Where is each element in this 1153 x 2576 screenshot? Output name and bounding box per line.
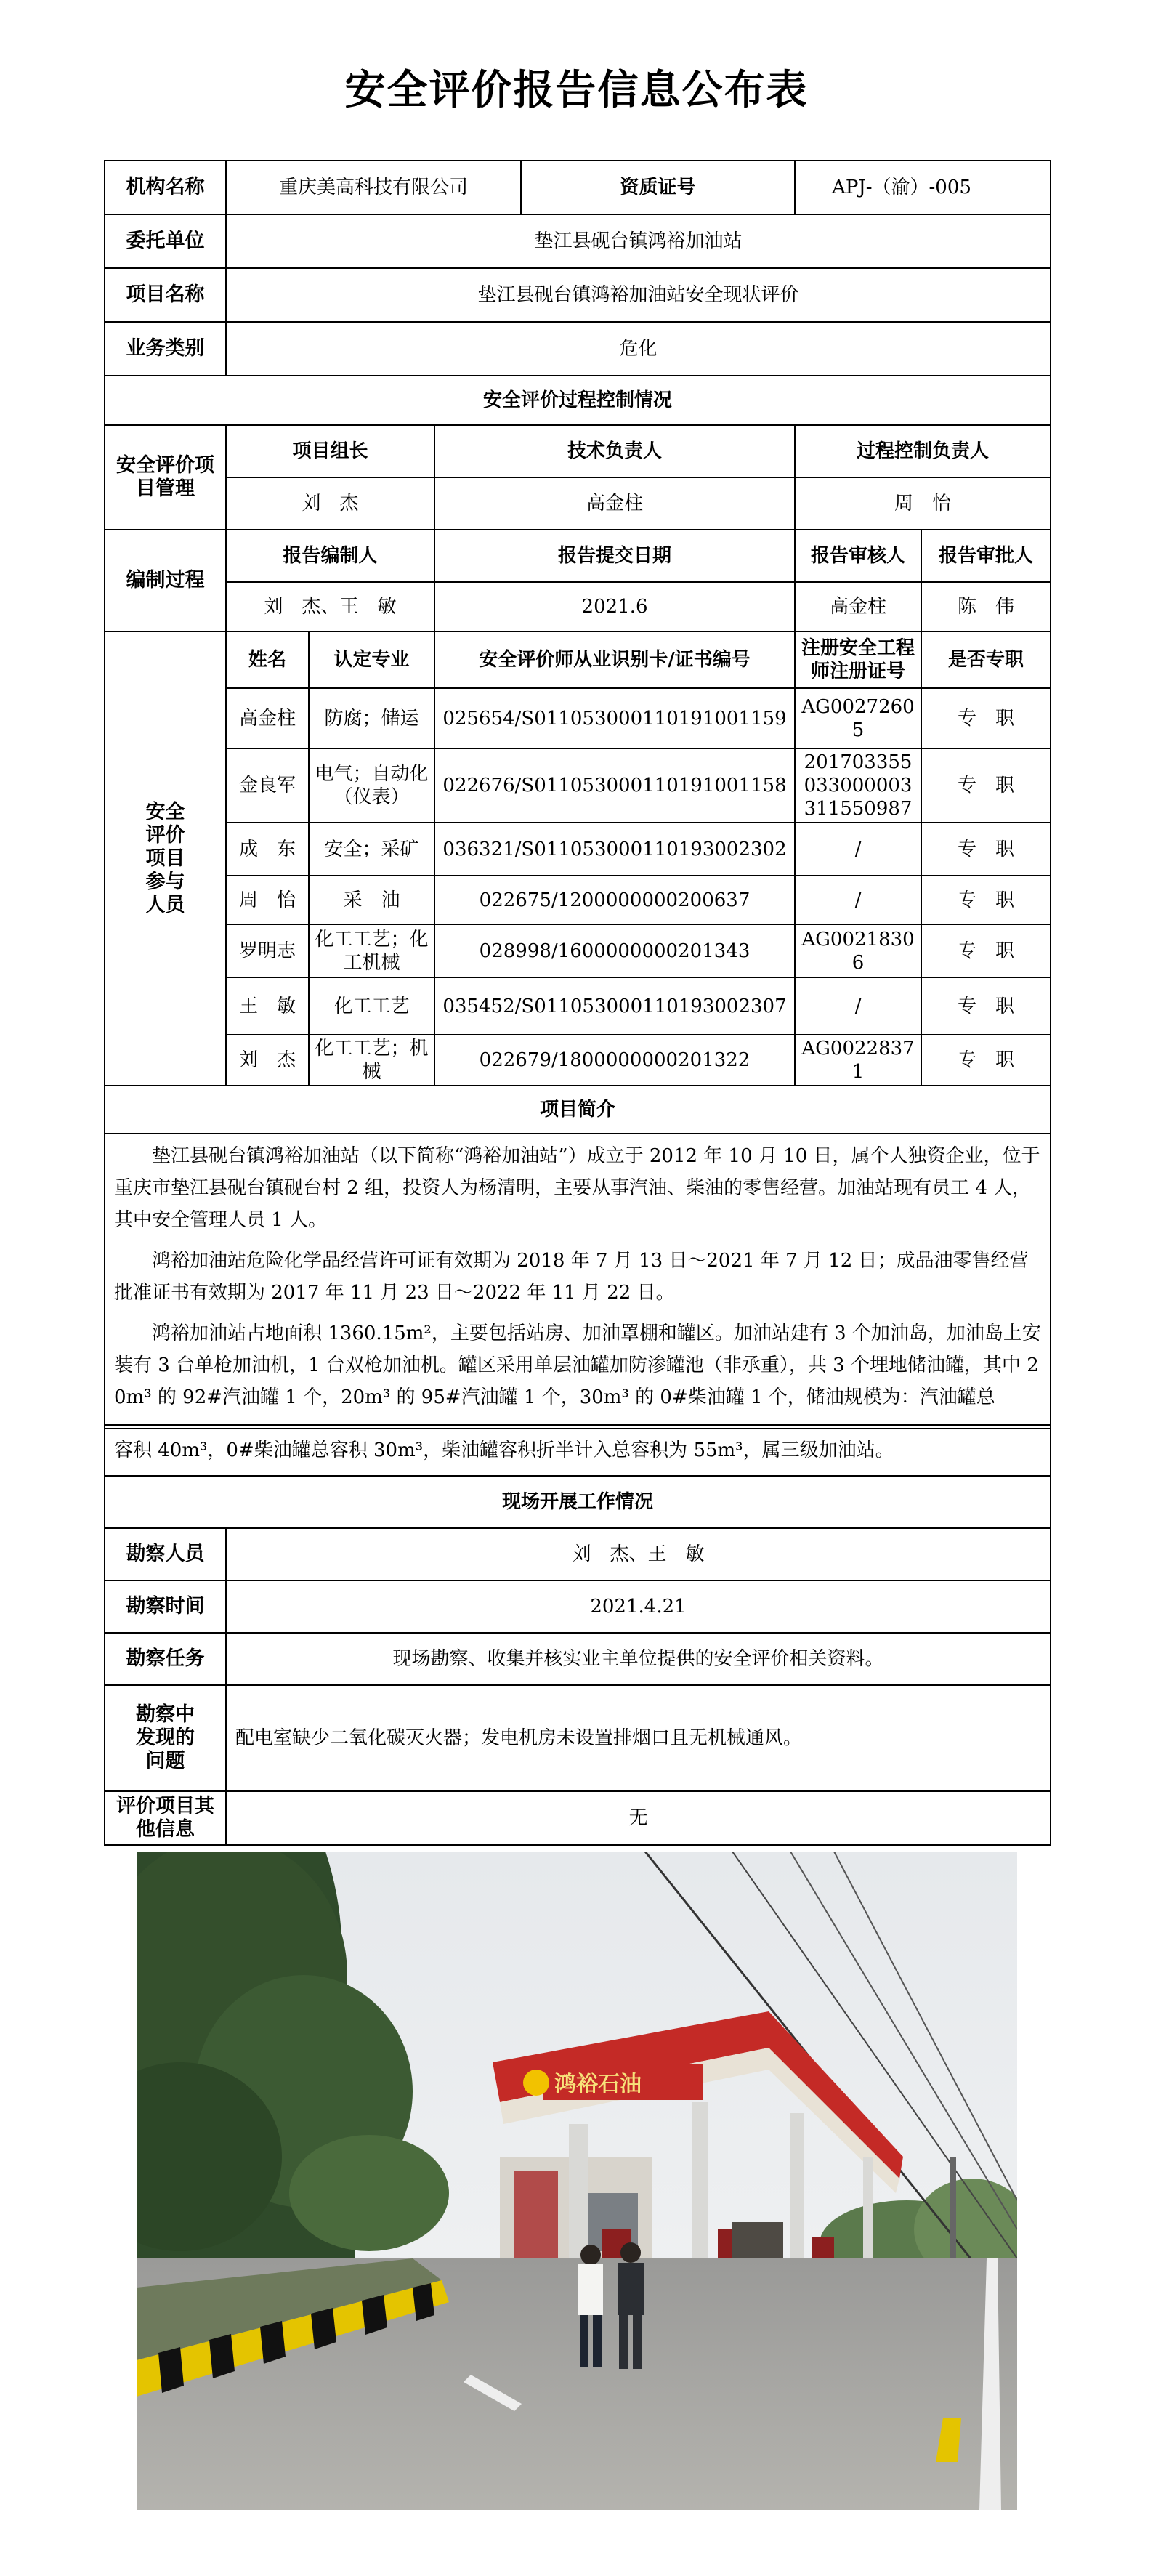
participant-fulltime: 专 职 xyxy=(921,977,1051,1035)
intro-body xyxy=(105,1134,1051,1429)
participant-fulltime: 专 职 xyxy=(921,924,1051,977)
gas-station-photo xyxy=(137,1852,1017,2510)
participants-header-name: 姓名 xyxy=(226,631,309,688)
table-row xyxy=(105,977,1051,1035)
page-title: 安全评价报告信息公布表 xyxy=(344,67,809,114)
business-value: 危化 xyxy=(226,322,1051,376)
mgmt-value-leader: 刘 杰 xyxy=(226,477,434,530)
participant-card: 028998/1600000000201343 xyxy=(434,924,795,977)
cert-number: APJ-（渝）-005 xyxy=(795,161,1051,214)
participant-reg: AG00272605 xyxy=(795,688,921,748)
management-label: 安全评价项目管理 xyxy=(105,425,226,530)
participant-name: 周 怡 xyxy=(226,876,309,924)
intro-paragraph: 容积 40m³，0#柴油罐总容积 30m³，柴油罐容积折半计入总容积为 55m³，属三级加油站。 xyxy=(114,1440,894,1461)
participant-reg: / xyxy=(795,876,921,924)
org-name: 重庆美高科技有限公司 xyxy=(226,161,521,214)
participants-header-fulltime: 是否专职 xyxy=(921,631,1051,688)
site-value-staff: 刘 杰、王 敏 xyxy=(226,1528,1051,1580)
participant-card: 022676/S011053000110191001158 xyxy=(434,748,795,823)
participant-major: 化工工艺；化工机械 xyxy=(309,924,434,977)
intro-header: 项目简介 xyxy=(105,1086,1051,1134)
participant-major: 安全；采矿 xyxy=(309,823,434,876)
participant-name: 金良军 xyxy=(226,748,309,823)
intro-paragraph: 鸿裕加油站占地面积 1360.15m²，主要包括站房、加油罩棚和罐区。加油站建有 3 个加油岛，加油岛上安装有 3 台单枪加油机，1 台双枪加油机。罐区采用单层油罐加防渗罐池（非承重），共 3 个埋地储油罐，其中 20m³ 的 92#汽油罐 1 个，20m³ 的 95#汽油罐 1 个，30m³ 的 0#柴油罐 1 个，储油规模为：汽油罐总 xyxy=(114,1323,1041,1408)
mgmt-header-control: 过程控制负责人 xyxy=(795,425,1051,477)
table-row xyxy=(105,748,1051,823)
mgmt-header-leader: 项目组长 xyxy=(226,425,434,477)
site-value-issues: 配电室缺少二氧化碳灭火器；发电机房未设置排烟口且无机械通风。 xyxy=(226,1685,1051,1791)
participant-name: 王 敏 xyxy=(226,977,309,1035)
cert-label: 资质证号 xyxy=(521,161,795,214)
participants-header-card: 安全评价师从业识别卡/证书编号 xyxy=(434,631,795,688)
compile-header-reviewer: 报告审核人 xyxy=(795,530,921,582)
site-label-other: 评价项目其他信息 xyxy=(105,1791,226,1845)
participant-major: 防腐；储运 xyxy=(309,688,434,748)
business-label: 业务类别 xyxy=(105,322,226,376)
compile-value-date: 2021.6 xyxy=(434,582,795,631)
site-header: 现场开展工作情况 xyxy=(105,1476,1051,1528)
site-label-task: 勘察任务 xyxy=(105,1633,226,1685)
participants-header-major: 认定专业 xyxy=(309,631,434,688)
participant-fulltime: 专 职 xyxy=(921,876,1051,924)
compile-label: 编制过程 xyxy=(105,530,226,631)
site-photo xyxy=(137,1852,1017,2510)
participant-card: 025654/S011053000110191001159 xyxy=(434,688,795,748)
participant-reg: AG00218306 xyxy=(795,924,921,977)
client-label: 委托单位 xyxy=(105,214,226,268)
participant-card: 022675/1200000000200637 xyxy=(434,876,795,924)
table-row xyxy=(105,924,1051,977)
participants-label: 安全评价项目参与人员 xyxy=(105,631,226,1086)
compile-header-approver: 报告审批人 xyxy=(921,530,1051,582)
compile-value-approver: 陈 伟 xyxy=(921,582,1051,631)
client-value: 垫江县砚台镇鸿裕加油站 xyxy=(226,214,1051,268)
participant-card: 036321/S011053000110193002302 xyxy=(434,823,795,876)
process-header: 安全评价过程控制情况 xyxy=(105,376,1051,425)
site-value-time: 2021.4.21 xyxy=(226,1580,1051,1633)
participant-name: 刘 杰 xyxy=(226,1035,309,1086)
table-row xyxy=(105,823,1051,876)
site-label-issues: 勘察中发现的问题 xyxy=(105,1685,226,1791)
participant-reg: / xyxy=(795,823,921,876)
participants-header-reg: 注册安全工程师注册证号 xyxy=(795,631,921,688)
intro-paragraph: 垫江县砚台镇鸿裕加油站（以下简称“鸿裕加油站”）成立于 2012 年 10 月 10 日，属个人独资企业，位于重庆市垫江县砚台镇砚台村 2 组，投资人为杨清明，主要从事汽油、柴油的零售经营。加油站现有员工 4 人，其中安全管理人员 1 人。 xyxy=(114,1145,1040,1231)
site-value-other: 无 xyxy=(226,1791,1051,1845)
site-label-staff: 勘察人员 xyxy=(105,1528,226,1580)
info-table-continued xyxy=(104,1424,1051,1846)
canopy-sign-text: 鸿裕石油 xyxy=(554,2072,642,2097)
participant-reg: / xyxy=(795,977,921,1035)
project-label: 项目名称 xyxy=(105,268,226,322)
intro-continued xyxy=(105,1425,1051,1476)
org-name-label: 机构名称 xyxy=(105,161,226,214)
compile-value-author: 刘 杰、王 敏 xyxy=(226,582,434,631)
site-value-task: 现场勘察、收集并核实业主单位提供的安全评价相关资料。 xyxy=(226,1633,1051,1685)
participant-major: 化工工艺；机械 xyxy=(309,1035,434,1086)
table-row xyxy=(105,688,1051,748)
participant-name: 高金柱 xyxy=(226,688,309,748)
participant-major: 采 油 xyxy=(309,876,434,924)
mgmt-header-tech: 技术负责人 xyxy=(434,425,795,477)
info-table-main xyxy=(104,160,1051,1429)
compile-value-reviewer: 高金柱 xyxy=(795,582,921,631)
mgmt-value-control: 周 怡 xyxy=(795,477,1051,530)
site-label-time: 勘察时间 xyxy=(105,1580,226,1633)
participant-fulltime: 专 职 xyxy=(921,1035,1051,1086)
participant-card: 035452/S011053000110193002307 xyxy=(434,977,795,1035)
participant-major: 化工工艺 xyxy=(309,977,434,1035)
intro-paragraph: 鸿裕加油站危险化学品经营许可证有效期为 2018 年 7 月 13 日～2021 年 7 月 12 日；成品油零售经营批准证书有效期为 2017 年 11 月 23 日～2022 年 11 月 22 日。 xyxy=(114,1250,1029,1304)
participant-fulltime: 专 职 xyxy=(921,748,1051,823)
participant-card: 022679/1800000000201322 xyxy=(434,1035,795,1086)
participant-major: 电气；自动化（仪表） xyxy=(309,748,434,823)
participant-name: 罗明志 xyxy=(226,924,309,977)
participant-reg: AG00228371 xyxy=(795,1035,921,1086)
compile-header-date: 报告提交日期 xyxy=(434,530,795,582)
project-value: 垫江县砚台镇鸿裕加油站安全现状评价 xyxy=(226,268,1051,322)
compile-header-author: 报告编制人 xyxy=(226,530,434,582)
table-row xyxy=(105,876,1051,924)
table-row xyxy=(105,1035,1051,1086)
participant-reg: 201703355033000003311550987 xyxy=(795,748,921,823)
mgmt-value-tech: 高金柱 xyxy=(434,477,795,530)
participant-fulltime: 专 职 xyxy=(921,823,1051,876)
participant-name: 成 东 xyxy=(226,823,309,876)
participant-fulltime: 专 职 xyxy=(921,688,1051,748)
